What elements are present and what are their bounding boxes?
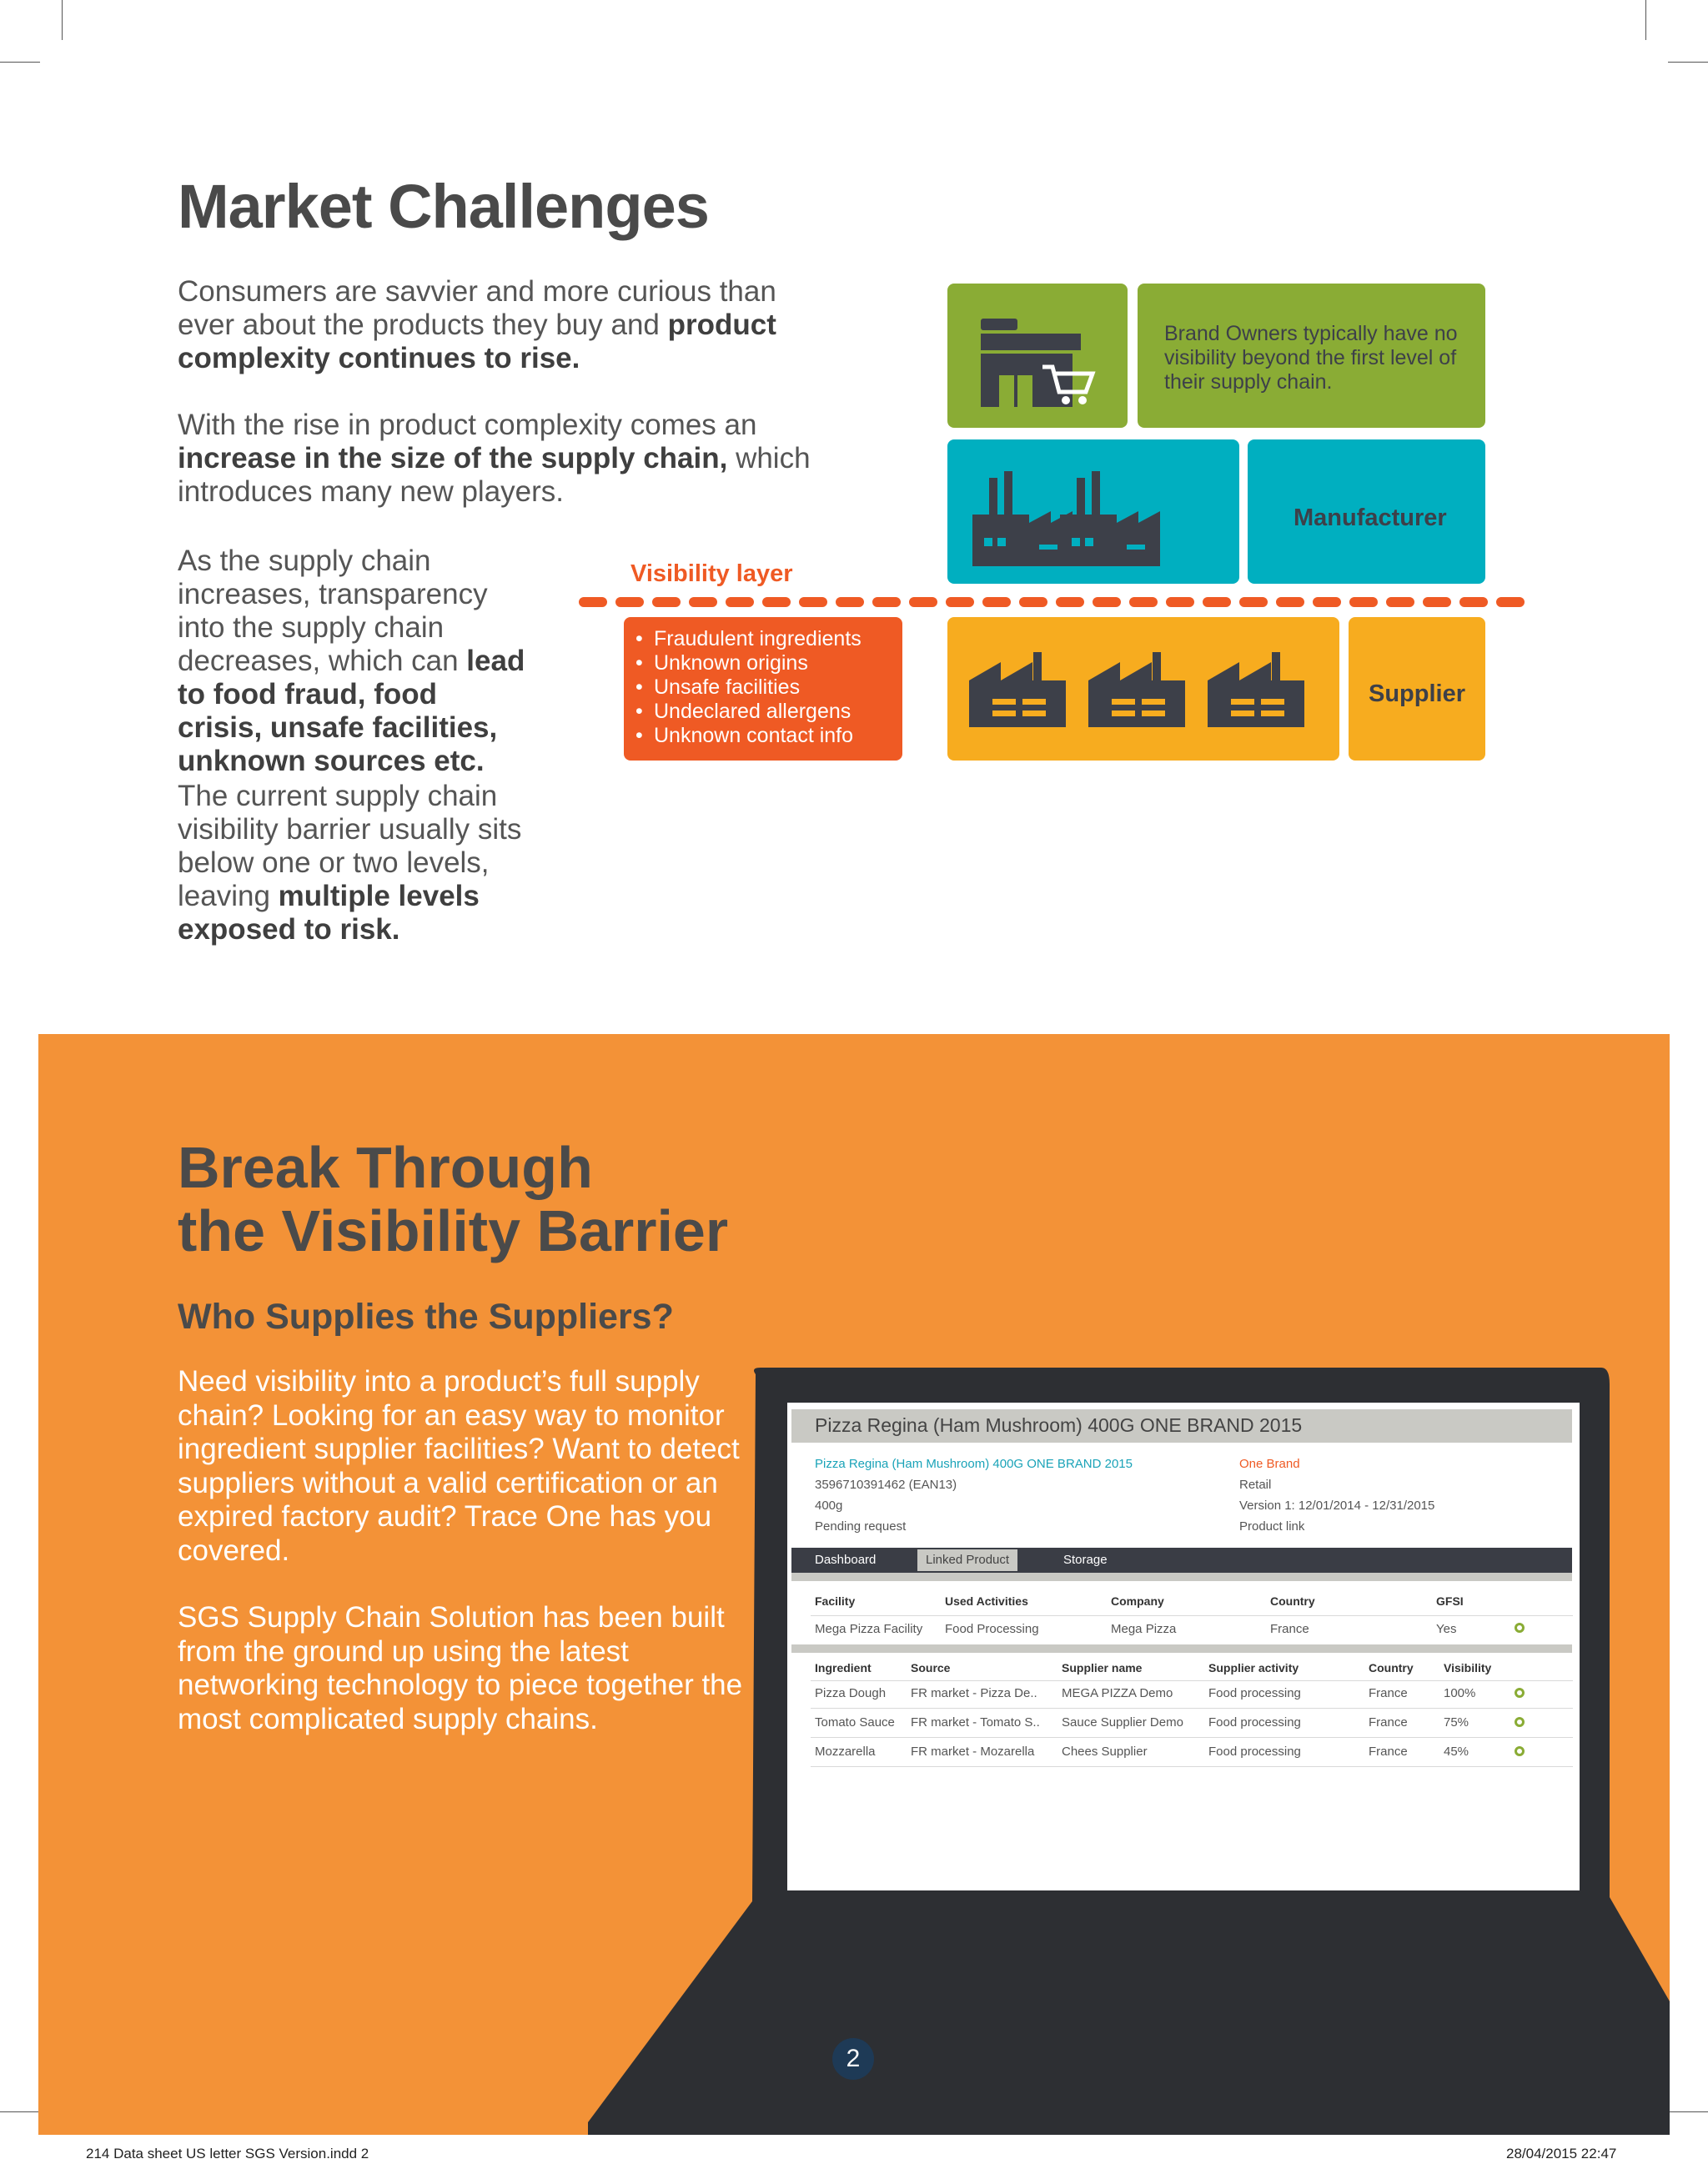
table-cell: France [1270, 1622, 1309, 1636]
row-divider [811, 1737, 1573, 1738]
market-challenges-title: Market Challenges [178, 172, 709, 241]
risk-item: • Fraudulent ingredients [635, 627, 862, 651]
brand-owner-note: Brand Owners typically have no visibility beyond the first level of their supply chain. [1164, 322, 1458, 394]
footer-timestamp: 28/04/2015 22:47 [1506, 2146, 1617, 2161]
title-line-1: Break Through [178, 1135, 593, 1200]
tab-storage[interactable]: Storage [1063, 1553, 1108, 1567]
section-divider [791, 1644, 1572, 1653]
visibility-layer-label: Visibility layer [630, 560, 793, 587]
table-cell: MEGA PIZZA Demo [1062, 1686, 1173, 1700]
facility-header: Facility [815, 1594, 856, 1608]
tab-linked-product[interactable]: Linked Product [917, 1549, 1017, 1571]
table-cell: 100% [1444, 1686, 1476, 1700]
risk-item: • Undeclared allergens [635, 700, 862, 724]
barrier-paragraph-1: Need visibility into a product’s full supply chain? Looking for an easy way to monitor ingredient supplier facilities? Want to detect suppliers without a valid certification or an expired factory audit? Trace One has you covered. [178, 1365, 740, 1567]
facility-link[interactable]: Mega Pizza Facility [815, 1622, 923, 1636]
facility-header: Country [1270, 1594, 1315, 1608]
table-cell: Mozzarella [815, 1745, 876, 1759]
table-cell: Pizza Dough [815, 1686, 887, 1700]
source-link[interactable]: FR market - Mozarella [911, 1745, 1035, 1759]
product-ean: 3596710391462 (EAN13) [815, 1478, 957, 1492]
row-divider [811, 1708, 1573, 1709]
row-divider [811, 1766, 1573, 1767]
ingredient-header: Supplier activity [1208, 1661, 1299, 1674]
tab-underline [791, 1573, 1572, 1581]
table-cell: Tomato Sauce [815, 1715, 895, 1730]
risk-item: • Unknown origins [635, 651, 862, 675]
settings-gear-icon[interactable] [1515, 1688, 1525, 1698]
title-line-2: the Visibility Barrier [178, 1198, 729, 1263]
product-version: Version 1: 12/01/2014 - 12/31/2015 [1239, 1499, 1435, 1513]
market-paragraph-2: With the rise in product complexity comes an increase in the size of the supply chain, which introduces many new players. [178, 409, 811, 508]
break-through-subtitle: Who Supplies the Suppliers? [178, 1297, 674, 1337]
facility-header: Used Activities [945, 1594, 1028, 1608]
brand-name[interactable]: One Brand [1239, 1457, 1300, 1471]
row-divider [811, 1615, 1573, 1616]
settings-gear-icon[interactable] [1515, 1717, 1525, 1727]
product-weight: 400g [815, 1499, 843, 1513]
table-cell: Sauce Supplier Demo [1062, 1715, 1183, 1730]
settings-gear-icon[interactable] [1515, 1746, 1525, 1756]
tab-bar [791, 1548, 1572, 1573]
footer-file-info: 214 Data sheet US letter SGS Version.indd 2 [86, 2146, 369, 2161]
ingredient-header: Ingredient [815, 1661, 872, 1674]
table-cell: Yes [1436, 1622, 1457, 1636]
product-link-label[interactable]: Product link [1239, 1519, 1305, 1534]
row-divider [811, 1680, 1573, 1681]
ingredient-header: Supplier name [1062, 1661, 1143, 1674]
table-cell: Food processing [1208, 1686, 1301, 1700]
source-link[interactable]: FR market - Pizza De.. [911, 1686, 1037, 1700]
product-status: Pending request [815, 1519, 907, 1534]
table-cell: France [1369, 1745, 1408, 1759]
market-paragraph-3: As the supply chain increases, transparency into the supply chain decreases, which can lead to food fraud, food crisis, unsafe facilities, unknown sources etc. [178, 545, 525, 777]
settings-gear-icon[interactable] [1515, 1623, 1525, 1633]
ingredient-header: Source [911, 1661, 951, 1674]
manufacturer-label: Manufacturer [1294, 505, 1447, 531]
table-cell: France [1369, 1686, 1408, 1700]
risk-item: • Unknown contact info [635, 724, 862, 748]
source-link[interactable]: FR market - Tomato S.. [911, 1715, 1040, 1730]
table-cell: 45% [1444, 1745, 1469, 1759]
tab-dashboard[interactable]: Dashboard [815, 1553, 877, 1567]
facility-header: GFSI [1436, 1594, 1464, 1608]
ingredient-header: Visibility [1444, 1661, 1492, 1674]
table-cell: Chees Supplier [1062, 1745, 1148, 1759]
app-title: Pizza Regina (Ham Mushroom) 400G ONE BRAND 2015 [815, 1414, 1303, 1436]
supplier-label: Supplier [1369, 680, 1466, 707]
market-paragraph-1: Consumers are savvier and more curious than ever about the products they buy and product complexity continues to rise. [178, 275, 776, 374]
risk-item: • Unsafe facilities [635, 675, 862, 700]
product-link[interactable]: Pizza Regina (Ham Mushroom) 400G ONE BRAND 2015 [815, 1457, 1133, 1471]
product-channel: Retail [1239, 1478, 1272, 1492]
barrier-paragraph-2: SGS Supply Chain Solution has been built from the ground up using the latest networking technology to piece together the most complicated supply chains. [178, 1601, 743, 1735]
table-cell: Food processing [1208, 1745, 1301, 1759]
facility-header: Company [1111, 1594, 1164, 1608]
table-cell: Food Processing [945, 1622, 1039, 1636]
page-number: 2 [832, 2038, 874, 2080]
table-cell: 75% [1444, 1715, 1469, 1730]
table-cell: Food processing [1208, 1715, 1301, 1730]
market-paragraph-4: The current supply chain visibility barrier usually sits below one or two levels, leaving multiple levels exposed to risk. [178, 780, 522, 946]
table-cell: Mega Pizza [1111, 1622, 1177, 1636]
ingredient-header: Country [1369, 1661, 1414, 1674]
table-cell: France [1369, 1715, 1408, 1730]
